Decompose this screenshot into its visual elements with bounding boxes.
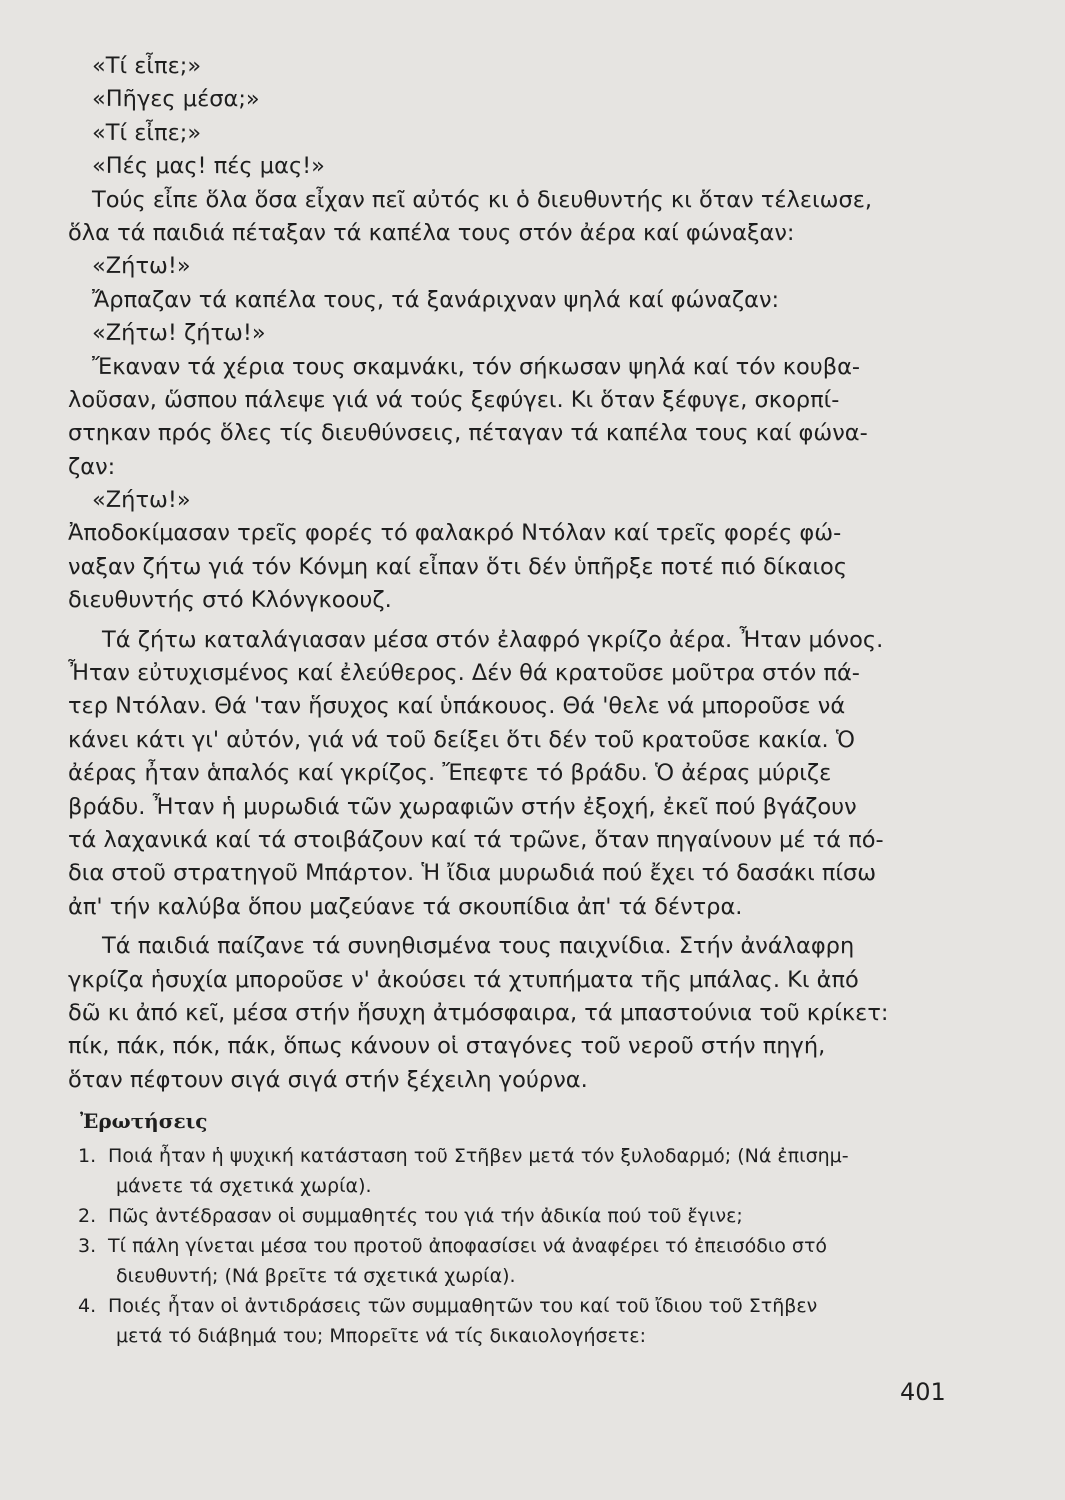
text-line: τά λαχανικά καί τά στοιβάζουν καί τά τρῶνε, ὅταν πηγαίνουν μέ τά πό- xyxy=(68,826,884,853)
question-number: 1. xyxy=(78,1145,97,1168)
text-line: Τούς εἶπε ὅλα ὅσα εἶχαν πεῖ αὐτός κι ὁ διευθυντής κι ὅταν τέλειωσε, xyxy=(92,186,873,213)
text-line: κάνει κάτι γι' αὐτόν, γιά νά τοῦ δείξει ὅτι δέν τοῦ κρατοῦσε κακία. Ὁ xyxy=(68,726,855,753)
text-line: «Ζήτω!» xyxy=(92,487,191,514)
text-line: Ἀποδοκίμασαν τρεῖς φορές τό φαλακρό Ντόλαν καί τρεῖς φορές φώ- xyxy=(68,520,842,547)
text-line: Ἔκαναν τά χέρια τους σκαμνάκι, τόν σήκωσαν ψηλά καί τόν κουβα- xyxy=(92,353,861,380)
text-line: ναξαν ζήτω γιά τόν Κόνμη καί εἶπαν ὅτι δέν ὑπῆρξε ποτέ πιό δίκαιος xyxy=(68,553,848,580)
question-text-cont: μετά τό διάβημά του; Μπορεῖτε νά τίς δικαιολογήσετε: xyxy=(116,1325,646,1348)
text-line: Ἄρπαζαν τά καπέλα τους, τά ξανάριχναν ψηλά καί φώναζαν: xyxy=(92,286,780,313)
page-number: 401 xyxy=(900,1378,946,1406)
text-line: ἀπ' τήν καλύβα ὅπου μαζεύανε τά σκουπίδια ἀπ' τά δέντρα. xyxy=(68,893,743,920)
text-line: πίκ, πάκ, πόκ, πάκ, ὅπως κάνουν οἱ σταγόνες τοῦ νεροῦ στήν πηγή, xyxy=(68,1033,826,1060)
question-text: Πῶς ἀντέδρασαν οἱ συμμαθητές του γιά τήν ἀδικία πού τοῦ ἔγινε; xyxy=(108,1205,743,1228)
question-number: 3. xyxy=(78,1235,97,1258)
page-body xyxy=(68,50,943,1351)
question-item xyxy=(68,1231,943,1291)
text-line: ἀέρας ἦταν ἁπαλός καί γκρίζος. Ἔπεφτε τό βράδυ. Ὁ ἀέρας μύριζε xyxy=(68,760,832,787)
question-text: Ποιά ἦταν ἡ ψυχική κατάσταση τοῦ Στῆβεν μετά τόν ξυλοδαρμό; (Νά ἐπισημ- xyxy=(108,1145,849,1168)
text-line: Ἦταν εὐτυχισμένος καί ἐλεύθερος. Δέν θά κρατοῦσε μοῦτρα στόν πά- xyxy=(68,660,860,687)
text-line: δῶ κι ἀπό κεῖ, μέσα στήν ἥσυχη ἀτμόσφαιρα, τά μπαστούνια τοῦ κρίκετ: xyxy=(68,999,889,1026)
text-line: ὅλα τά παιδιά πέταξαν τά καπέλα τους στόν ἀέρα καί φώναξαν: xyxy=(68,219,795,246)
text-line: ζαν: xyxy=(68,453,116,480)
text-line: στηκαν πρός ὅλες τίς διευθύνσεις, πέταγαν τά καπέλα τους καί φώνα- xyxy=(68,420,868,447)
text-line: λοῦσαν, ὥσπου πάλεψε γιά νά τούς ξεφύγει. Κι ὅταν ξέφυγε, σκορπί- xyxy=(68,386,840,413)
question-text: Τί πάλη γίνεται μέσα του προτοῦ ἀποφασίσει νά ἀναφέρει τό ἐπεισόδιο στό xyxy=(108,1235,828,1258)
text-line: «Τί εἶπε;» xyxy=(92,53,202,79)
text-line: ὅταν πέφτουν σιγά σιγά στήν ξέχειλη γούρνα. xyxy=(68,1066,588,1093)
question-item xyxy=(68,1201,943,1231)
question-text-cont: μάνετε τά σχετικά χωρία). xyxy=(116,1175,372,1198)
text-line: Τά παιδιά παίζανε τά συνηθισμένα τους παιχνίδια. Στήν ἀνάλαφρη xyxy=(102,933,855,960)
question-text: Ποιές ἦταν οἱ ἀντιδράσεις τῶν συμμαθητῶν του καί τοῦ ἴδιου τοῦ Στῆβεν xyxy=(108,1295,818,1318)
text-line: δια στοῦ στρατηγοῦ Μπάρτον. Ἡ ἴδια μυρωδιά πού ἔχει τό δασάκι πίσω xyxy=(68,860,877,887)
text-line: «Ζήτω! ζήτω!» xyxy=(92,320,266,347)
questions-heading: Ἐρωτήσεις xyxy=(80,1109,208,1134)
question-item xyxy=(68,1291,943,1351)
question-item xyxy=(68,1141,943,1201)
text-line: βράδυ. Ἦταν ἡ μυρωδιά τῶν χωραφιῶν στήν ἐξοχή, ἐκεῖ πού βγάζουν xyxy=(68,793,857,820)
text-line: γκρίζα ἡσυχία μποροῦσε ν' ἀκούσει τά χτυπήματα τῆς μπάλας. Κι ἀπό xyxy=(68,966,859,993)
text-line: «Ζήτω!» xyxy=(92,253,191,280)
question-number: 2. xyxy=(78,1205,97,1228)
text-line: διευθυντής στό Κλόνγκοουζ. xyxy=(68,587,392,614)
text-line: Τά ζήτω καταλάγιασαν μέσα στόν ἐλαφρό γκρίζο ἀέρα. Ἦταν μόνος. xyxy=(102,626,884,653)
text-line: «Τί εἶπε;» xyxy=(92,119,202,146)
text-line: «Πές μας! πές μας!» xyxy=(92,153,325,180)
question-number: 4. xyxy=(78,1295,97,1318)
text-line: «Πῆγες μέσα;» xyxy=(92,86,260,113)
question-text-cont: διευθυντή; (Νά βρεῖτε τά σχετικά χωρία). xyxy=(116,1265,516,1288)
text-line: τερ Ντόλαν. Θά 'ταν ἥσυχος καί ὑπάκουος. Θά 'θελε νά μποροῦσε νά xyxy=(68,693,846,720)
